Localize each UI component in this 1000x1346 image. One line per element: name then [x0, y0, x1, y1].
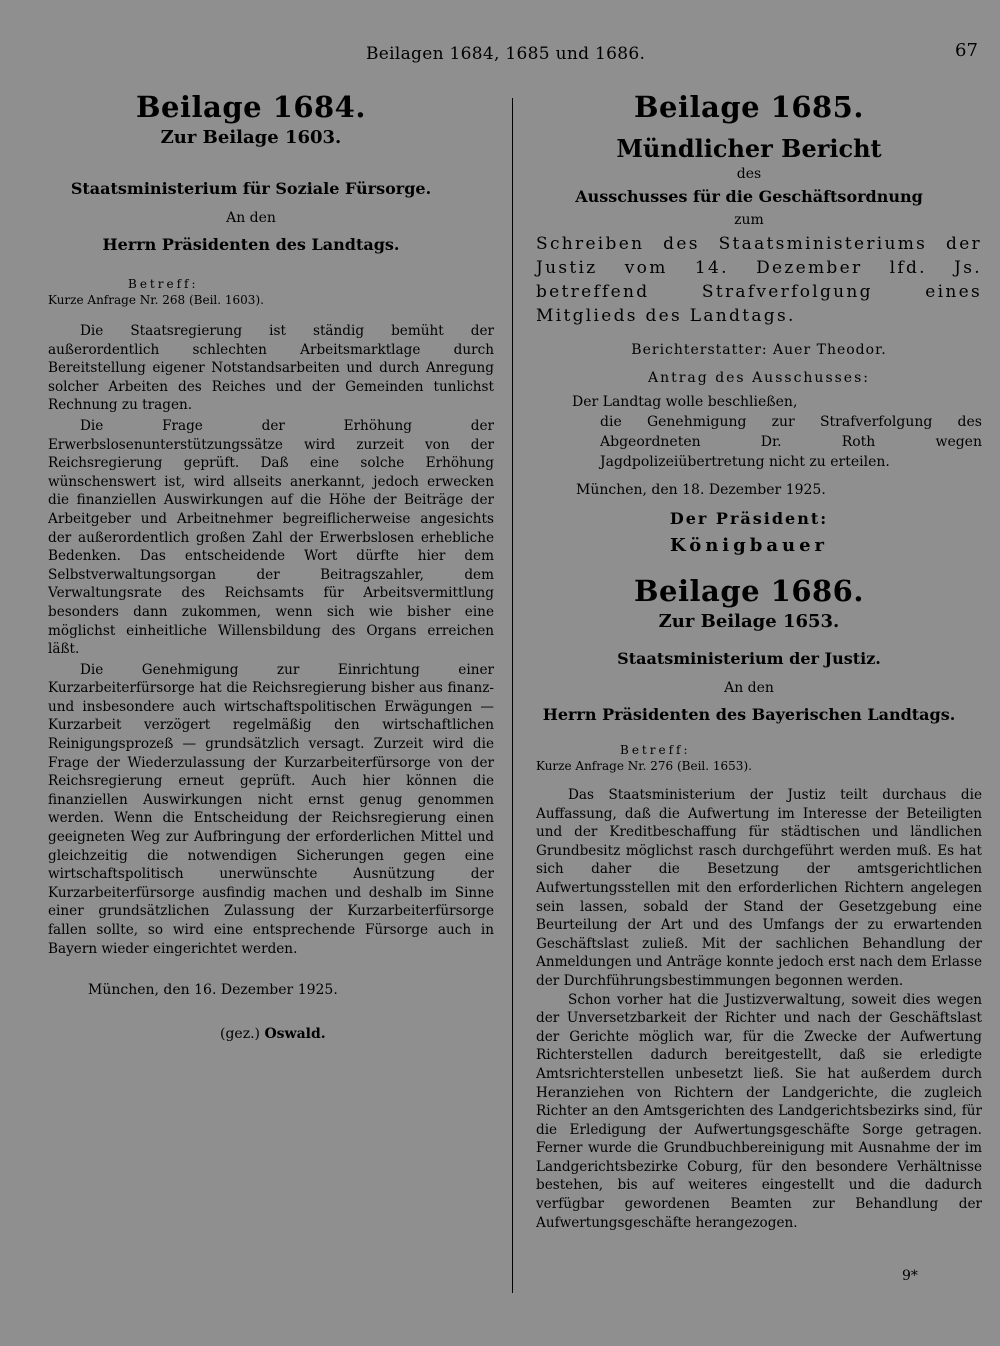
beilage-1686-title: Beilage 1686.	[634, 574, 864, 608]
committee-name: Ausschusses für die Geschäftsordnung	[575, 187, 923, 206]
signature	[48, 1026, 494, 1042]
date-line: München, den 18. Dezember 1925.	[576, 482, 826, 498]
body-paragraph: Die Staatsregierung ist ständig bemüht der außerordentlich schlechten Arbeitsmarktlage durch Bereitstellung eigener Notstandsarbeiten und durch Anregung solcher Arbeiten des Reiches und der Gemeinden tunlichst Rechnung zu tragen.	[48, 323, 494, 414]
antrag-label: Antrag des Ausschusses:	[647, 370, 870, 386]
zum-label: zum	[734, 212, 764, 228]
date-line: München, den 16. Dezember 1925.	[88, 982, 338, 999]
left-column	[48, 88, 494, 1042]
betreff-label: Betreff:	[620, 743, 691, 757]
berichterstatter: Berichterstatter: Auer Theodor.	[631, 342, 887, 358]
report-title: Mündlicher Bericht	[616, 134, 882, 163]
betreff-text: Kurze Anfrage Nr. 276 (Beil. 1653).	[536, 759, 752, 773]
body-paragraph: Die Frage der Erhöhung der Erwerbslosenunterstützungssätze wird zurzeit von der Reichsregierung geprüft. Daß eine solche Erhöhung wünschenswert ist, wird allseits anerkannt, jedoch erwecken die finanziellen Auswirkungen auf die Höhe der Beiträge der Arbeitgeber und Arbeitnehmer begreiflicherweise angesichts der außerordentlich großen Zahl der Erwerbslosen erhebliche Bedenken. Das entscheidende Wort dürfte hier dem Selbstverwaltungsorgan der Beitragszahler, dem Verwaltungsrate des Reichsamts für Arbeitsvermittlung besonders dann zukommen, wenn sich wie bisher eine möglichst einheitliche Willensbildung des Organs erreichen läßt.	[48, 417, 494, 658]
running-header: Beilagen 1684, 1685 und 1686.	[366, 44, 646, 64]
signature-mark: 9*	[902, 1268, 918, 1284]
president-label: Der Präsident:	[669, 509, 829, 528]
signature-name: Oswald.	[264, 1026, 326, 1043]
beilage-1684-title: Beilage 1684.	[136, 90, 366, 124]
schreiben-text: Schreiben des Staatsministeriums der Justiz vom 14. Dezember lfd. Js. betreffend Strafverfolgung eines Mitglieds des Landtags.	[536, 234, 982, 326]
president-name: Königbauer	[669, 535, 829, 556]
signature-prefix: (gez.)	[220, 1026, 260, 1043]
betreff-label: Betreff:	[128, 277, 199, 291]
des-label: des	[736, 166, 762, 182]
body-paragraph: Die Genehmigung zur Einrichtung einer Kurzarbeiterfürsorge hat die Reichsregierung bisher aus finanz- und insbesondere auch wirtschaftspolitischen Erwägungen — Kurzarbeit verzögert regelmäßig den wirtschaftlichen Reinigungsprozeß — grundsätzlich versagt. Zurzeit wird die Frage der Wiederzulassung der Kurzarbeiterfürsorge von der Reichsregierung erneut geprüft. Auch hier können die finanziellen Auswirkungen nicht ernst genug genommen werden. Wenn die Entscheidung der Reichsregierung einen geeigneten Weg zur Aufbringung der erforderlichen Mittel und gleichzeitig die notwendigen Sicherungen gegen eine wirtschaftspolitisch unerwünschte Ausnützung der Kurzarbeiterfürsorge ausfindig machen und deshalb im Sinne einer grundsätzlichen Zulassung der Kurzarbeiterfürsorge fallen sollte, so wird eine entsprechende Fürsorge auch in Bayern wieder eingerichtet werden.	[48, 661, 494, 957]
ministry-heading: Staatsministerium für Soziale Fürsorge.	[70, 179, 432, 198]
ministry-heading: Staatsministerium der Justiz.	[617, 649, 881, 668]
antrag-line: Der Landtag wolle beschließen,	[572, 394, 798, 410]
right-column	[536, 88, 982, 1232]
beilage-1684-subtitle: Zur Beilage 1603.	[160, 127, 342, 148]
an-den: An den	[724, 680, 774, 696]
column-divider	[512, 98, 513, 1293]
body-paragraph: Das Staatsministerium der Justiz teilt durchaus die Auffassung, daß die Aufwertung im Interesse der Beteiligten und der Kreditbeschaffung für städtischen und ländlichen Grundbesitz möglichst rasch durchgeführt werden muß. Es hat sich daher die Besetzung der amtsgerichtlichen Aufwertungsstellen mit den erforderlichen Richtern angelegen sein lassen, sobald der Stand der Gesetzgebung eine Beurteilung der Art und des Umfangs der zu erwartenden Geschäftslast zuließ. Mit der sachlichen Behandlung der Anmeldungen und Anträge konnte jedoch erst nach dem Erlasse der Durchführungsbestimmungen begonnen werden.	[536, 787, 982, 989]
page-number: 67	[955, 40, 978, 61]
antrag-line: die Genehmigung zur Strafverfolgung des Abgeordneten Dr. Roth wegen Jagdpolizeiübertretung nicht zu erteilen.	[600, 414, 982, 470]
addressee: Herrn Präsidenten des Landtags.	[102, 235, 400, 254]
an-den: An den	[226, 210, 276, 226]
betreff-text: Kurze Anfrage Nr. 268 (Beil. 1603).	[48, 293, 264, 307]
beilage-1686-subtitle: Zur Beilage 1653.	[658, 611, 840, 632]
addressee: Herrn Präsidenten des Bayerischen Landtags.	[542, 705, 956, 724]
beilage-1685-title: Beilage 1685.	[634, 90, 864, 124]
body-paragraph: Schon vorher hat die Justizverwaltung, soweit dies wegen der Unversetzbarkeit der Richter und nach der Geschäftslast der Gerichte möglich war, für die Zwecke der Aufwertung Richterstellen dadurch bereitgestellt, daß sie erledigte Amtsrichterstellen unbesetzt ließ. Sie hat außerdem durch Heranziehen von Richtern der Landgerichte, die zugleich Richter an den Amtsgerichten des Landgerichtsbezirks sind, für die Erledigung der Aufwertungsgeschäfte Sorge getragen. Ferner wurde die Grundbuchbereinigung mit Ausnahme der im Landgerichtsbezirke Coburg, für den besondere Verhältnisse bestehen, bis auf weiteres eingestellt und die dadurch verfügbar gewordenen Beamten zur Behandlung der Aufwertungsgeschäfte herangezogen.	[536, 991, 982, 1231]
